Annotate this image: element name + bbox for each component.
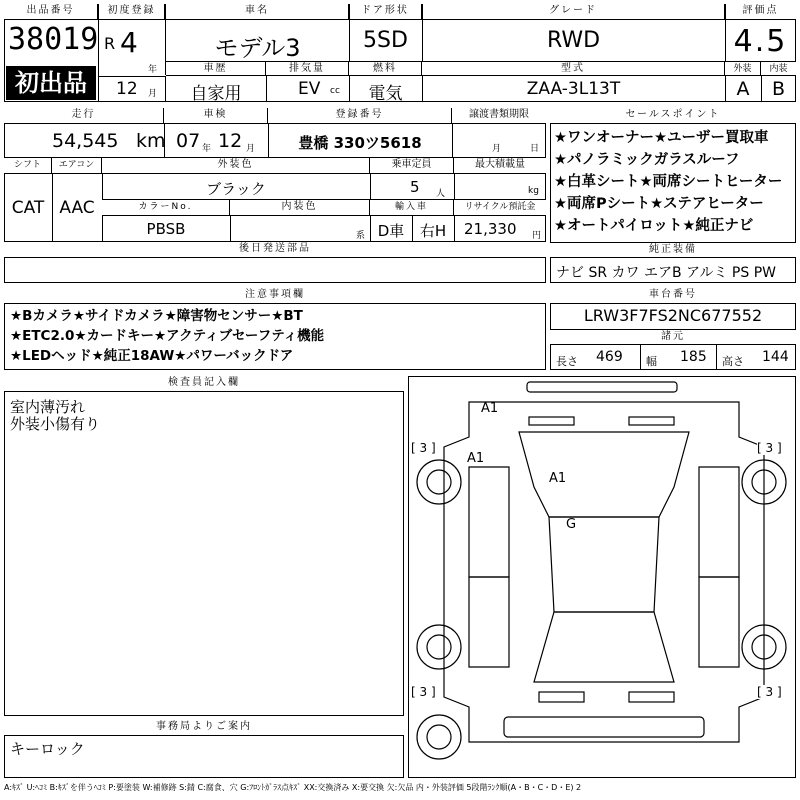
inspector-label: 検査員記入欄: [4, 376, 404, 392]
transfer-month: 月: [492, 144, 502, 154]
era-year: 4: [120, 26, 138, 59]
year-unit: 年: [148, 65, 158, 75]
inspector-line-1: 室内薄汚れ: [10, 398, 86, 416]
spare-wheel: [417, 715, 461, 759]
color-label: 外装色: [102, 158, 370, 174]
recycle: 21,330: [464, 220, 517, 238]
history: 自家用: [190, 84, 242, 104]
era: R: [104, 34, 116, 53]
lot-number: 38019: [8, 22, 99, 57]
tread-front-right: [ 3 ]: [757, 441, 782, 455]
score-label: 評価点: [725, 4, 796, 20]
ac: AAC: [59, 198, 95, 218]
ac-label: エアコン: [52, 158, 102, 174]
car-outline-svg: [409, 377, 795, 777]
rear-bumper-shape: [504, 717, 704, 737]
import-drive: D車: [377, 222, 405, 240]
first-listing-badge: 初出品: [6, 66, 96, 100]
int-color-unit: 系: [356, 231, 366, 241]
height: 144: [762, 349, 789, 365]
lot-label: 出品番号: [4, 4, 98, 20]
capacity-unit: 人: [436, 189, 446, 199]
width-label: 幅: [646, 355, 657, 368]
capacity-label: 乗車定員: [370, 158, 454, 174]
width-divider-r: [640, 345, 717, 370]
insp-month: 12: [218, 130, 243, 152]
tail-left: [539, 692, 584, 702]
later-parts-label: 後日発送部品: [4, 242, 546, 258]
capacity: 5: [410, 178, 420, 196]
note-2: ★ETC2.0★カードキー★アクティブセーフティ機能: [10, 328, 325, 344]
tread-front-left: [ 3 ]: [411, 441, 436, 455]
interior-label: 内装: [761, 62, 796, 76]
first-reg-label: 初度登録: [99, 4, 165, 20]
wheel-front-left-hub: [427, 470, 451, 494]
specs-label: 諸元: [550, 329, 796, 345]
inspector-line-2: 外装小傷有り: [10, 415, 101, 433]
month-unit: 月: [148, 89, 158, 99]
displacement: EV: [298, 79, 321, 99]
km-unit: km: [136, 130, 166, 152]
equipment-value: ナビ SR カワ エアB アルミ PS PW: [556, 265, 776, 281]
wheel-rear-left: [417, 625, 461, 669]
fuel: 電気: [368, 84, 403, 104]
lot-divider: [4, 4, 99, 102]
spare-wheel-hub: [427, 725, 451, 749]
grade-label: グレード: [422, 4, 725, 20]
front-bumper-shape: [527, 382, 677, 392]
width: 185: [680, 349, 707, 365]
model: ZAA-3L13T: [526, 79, 621, 99]
windshield-shape: [519, 432, 689, 517]
tread-rear-right: [ 3 ]: [757, 685, 782, 699]
shift-label: シフト: [4, 158, 52, 174]
color: ブラック: [206, 180, 266, 198]
right-front-door: [699, 467, 739, 577]
car-diagram: [408, 376, 796, 778]
length: 469: [596, 349, 623, 365]
chassis-label: 車台番号: [550, 288, 796, 304]
height-label: 高さ: [722, 355, 744, 368]
grade: RWD: [546, 28, 601, 53]
insp-month-unit: 月: [246, 144, 256, 154]
inspection-label: 車検: [164, 108, 268, 124]
damage-mark-left: A1: [467, 451, 485, 466]
sales-points-label: セールスポイント: [550, 108, 796, 124]
legend: A:ｷｽﾞ U:ﾍｺﾐ B:ｷｽﾞを伴うﾍｺﾐ P:要塗装 W:補修跡 S:錆 C:腐食、穴 G:ﾌﾛﾝﾄｶﾞﾗｽ点ｷｽﾞ XX:交換済み X:要交換 欠:欠品 内・外装評価 5段階ﾗﾝｸ順(A・B・C・D・E) 2: [4, 783, 582, 792]
hood-slot-right: [629, 417, 674, 425]
hood-slot-left: [529, 417, 574, 425]
reg-number: 豊橋 330ツ5618: [298, 134, 422, 152]
right-rear-door: [699, 577, 739, 667]
note-3: ★LEDヘッド★純正18AW★パワーバックドア: [10, 348, 294, 364]
tread-rear-left: [ 3 ]: [411, 685, 436, 699]
import-label: 輸入車: [370, 200, 454, 216]
score: 4.5: [733, 24, 788, 59]
model-label: 型式: [422, 62, 725, 76]
chassis-number: LRW3F7FS2NC677552: [583, 306, 763, 325]
shift: CAT: [11, 198, 45, 218]
int-color-cell: [230, 216, 371, 242]
mileage-label: 走行: [4, 108, 164, 124]
sales-point-5: ★オートパイロット★純正ナビ: [554, 218, 754, 234]
damage-mark-hood: A1: [549, 471, 567, 486]
first-reg-cell: [99, 4, 166, 75]
notes-label: 注意事項欄: [4, 288, 546, 304]
exterior-label: 外装: [725, 62, 761, 76]
damage-mark-glass: G: [566, 517, 577, 532]
car-name-cell: [166, 4, 350, 62]
wheel-front-left: [417, 460, 461, 504]
exterior-grade: A: [736, 78, 750, 100]
color-no: PBSB: [146, 220, 186, 238]
history-label: 車歴: [166, 62, 266, 76]
equipment-label: 純正装備: [550, 242, 796, 258]
tail-right: [629, 692, 674, 702]
score-cell: [725, 4, 796, 62]
mileage: 54,545: [52, 130, 119, 152]
cc-unit: cc: [330, 86, 340, 96]
office-value: キーロック: [10, 740, 85, 758]
transfer-day: 日: [530, 144, 540, 154]
rear-glass-shape: [534, 612, 674, 682]
color-no-label: カラーNo.: [102, 200, 230, 216]
recycle-label: リサイクル預託金: [454, 200, 546, 216]
insp-year-unit: 年: [202, 144, 212, 154]
length-label: 長さ: [556, 355, 578, 368]
left-front-door: [469, 467, 509, 577]
import-handle: 右H: [419, 222, 447, 240]
sales-point-2: ★パノラミックガラスルーフ: [554, 152, 740, 168]
interior-grade: B: [771, 78, 786, 100]
transfer-label: 譲渡書類期限: [452, 108, 546, 124]
wheel-rear-left-hub: [427, 635, 451, 659]
fuel-label: 燃料: [349, 62, 422, 76]
width-divider-l: [550, 345, 641, 370]
month: 12: [116, 79, 138, 99]
car-name-label: 車名: [166, 4, 349, 20]
displacement-label: 排気量: [266, 62, 349, 76]
door-cell: [349, 4, 423, 62]
note-1: ★Bカメラ★サイドカメラ★障害物センサー★BT: [10, 308, 303, 324]
body-outline: [444, 402, 764, 742]
left-rear-door: [469, 577, 509, 667]
car-name: モデル3: [214, 34, 301, 62]
sales-point-4: ★両席Pシート★ステアヒーター: [554, 196, 764, 212]
office-label: 事務局よりご案内: [4, 720, 404, 736]
load-label: 最大積載量: [454, 158, 546, 174]
int-color-label: 内装色: [230, 200, 370, 216]
damage-mark-front: A1: [481, 401, 499, 416]
grade-cell: [422, 4, 726, 62]
sales-point-1: ★ワンオーナー★ユーザー買取車: [554, 130, 769, 146]
door-type: 5SD: [363, 28, 408, 53]
load-unit: kg: [528, 186, 539, 196]
door-label: ドア形状: [349, 4, 422, 20]
sales-point-3: ★白革シート★両席シートヒーター: [554, 174, 783, 190]
reg-label: 登録番号: [268, 108, 452, 124]
recycle-unit: 円: [532, 231, 542, 241]
insp-year: 07: [176, 130, 201, 152]
